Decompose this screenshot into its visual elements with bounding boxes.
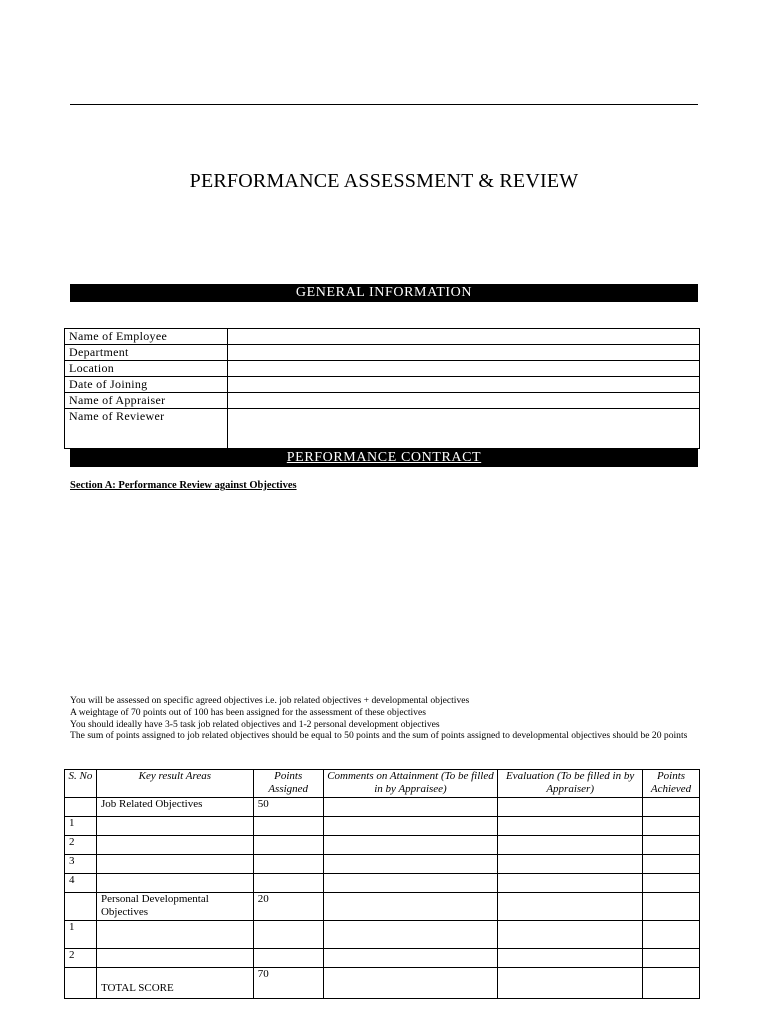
table-row-total: [65, 968, 700, 999]
evaluation-cell[interactable]: [498, 798, 643, 817]
comments-cell[interactable]: [323, 855, 498, 874]
points-assigned-cell[interactable]: [253, 921, 323, 949]
evaluation-cell[interactable]: [498, 968, 643, 999]
kra-cell[interactable]: [96, 855, 253, 874]
points-assigned-cell[interactable]: [253, 855, 323, 874]
header-key-result-areas: Key result Areas: [96, 770, 253, 798]
points-achieved-cell[interactable]: [643, 836, 700, 855]
header-evaluation: Evaluation (To be filled in by Appraiser): [498, 770, 643, 798]
location-field[interactable]: [228, 361, 700, 377]
sno-cell: 3: [65, 855, 97, 874]
info-row-joining: [65, 377, 700, 393]
evaluation-cell[interactable]: [498, 817, 643, 836]
table-row-job-related: [65, 798, 700, 817]
appraiser-name-field[interactable]: [228, 393, 700, 409]
personal-points: 20: [253, 893, 323, 921]
sno-cell: 1: [65, 921, 97, 949]
instruction-line: You should ideally have 3-5 task job related objectives and 1-2 personal development objectives: [70, 718, 440, 730]
comments-cell[interactable]: [323, 949, 498, 968]
comments-cell[interactable]: [323, 968, 498, 999]
department-field[interactable]: [228, 345, 700, 361]
points-assigned-cell[interactable]: [253, 874, 323, 893]
evaluation-cell[interactable]: [498, 855, 643, 874]
sno-cell: 4: [65, 874, 97, 893]
kra-cell[interactable]: [96, 836, 253, 855]
page-title: PERFORMANCE ASSESSMENT & REVIEW: [189, 170, 579, 192]
info-row-location: [65, 361, 700, 377]
evaluation-cell[interactable]: [498, 836, 643, 855]
section-a-heading: Section A: Performance Review against Objectives: [70, 480, 297, 491]
sno-cell: 2: [65, 836, 97, 855]
header-points-assigned: Points Assigned: [253, 770, 323, 798]
instruction-line: A weightage of 70 points out of 100 has been assigned for the assessment of these objectives: [70, 706, 426, 718]
points-achieved-cell[interactable]: [643, 798, 700, 817]
info-label: Name of Reviewer: [65, 409, 228, 449]
table-row-personal: [65, 893, 700, 921]
performance-contract-band: [70, 449, 698, 467]
info-row-employee: [65, 329, 700, 345]
comments-cell[interactable]: [323, 921, 498, 949]
total-points: 70: [253, 968, 323, 999]
info-label: Name of Appraiser: [65, 393, 228, 409]
comments-cell[interactable]: [323, 874, 498, 893]
kra-cell[interactable]: [96, 949, 253, 968]
table-header-row: [65, 770, 700, 798]
reviewer-name-field[interactable]: [228, 409, 700, 449]
personal-developmental-label: Personal Developmental Objectives: [96, 893, 253, 921]
instruction-line: The sum of points assigned to job related objectives should be equal to 50 points and the sum of points assigned to developmental objectives should be 20 points: [70, 730, 688, 742]
table-row: [65, 855, 700, 874]
comments-cell[interactable]: [323, 798, 498, 817]
sno-cell: [65, 968, 97, 999]
instructions-block: [70, 695, 710, 742]
sno-cell: 2: [65, 949, 97, 968]
header-points-achieved: Points Achieved: [643, 770, 700, 798]
points-achieved-cell[interactable]: [643, 893, 700, 921]
comments-cell[interactable]: [323, 893, 498, 921]
info-label: Name of Employee: [65, 329, 228, 345]
info-row-reviewer: [65, 409, 700, 449]
table-row: [65, 874, 700, 893]
evaluation-cell[interactable]: [498, 874, 643, 893]
employee-name-field[interactable]: [228, 329, 700, 345]
info-row-department: [65, 345, 700, 361]
evaluation-cell[interactable]: [498, 921, 643, 949]
info-row-appraiser: [65, 393, 700, 409]
comments-cell[interactable]: [323, 836, 498, 855]
evaluation-cell[interactable]: [498, 949, 643, 968]
header-comments: Comments on Attainment (To be filled in by Appraisee): [323, 770, 498, 798]
points-achieved-cell[interactable]: [643, 968, 700, 999]
sno-cell: [65, 798, 97, 817]
points-achieved-cell[interactable]: [643, 855, 700, 874]
points-achieved-cell[interactable]: [643, 921, 700, 949]
general-information-band: GENERAL INFORMATION: [70, 284, 698, 302]
kra-cell[interactable]: [96, 817, 253, 836]
points-achieved-cell[interactable]: [643, 817, 700, 836]
header-sno: S. No: [65, 770, 97, 798]
table-row: [65, 921, 700, 949]
info-label: Date of Joining: [65, 377, 228, 393]
job-related-points: 50: [253, 798, 323, 817]
comments-cell[interactable]: [323, 817, 498, 836]
info-label: Location: [65, 361, 228, 377]
points-assigned-cell[interactable]: [253, 836, 323, 855]
performance-contract-heading: PERFORMANCE CONTRACT: [286, 450, 482, 465]
date-of-joining-field[interactable]: [228, 377, 700, 393]
evaluation-cell[interactable]: [498, 893, 643, 921]
job-related-label: Job Related Objectives: [96, 798, 253, 817]
top-rule: [70, 104, 698, 105]
kra-cell[interactable]: [96, 874, 253, 893]
total-score-label: TOTAL SCORE: [96, 968, 253, 999]
points-assigned-cell[interactable]: [253, 949, 323, 968]
general-information-table: [64, 328, 700, 449]
instruction-line: You will be assessed on specific agreed objectives i.e. job related objectives + developmental objectives: [70, 695, 470, 706]
sno-cell: 1: [65, 817, 97, 836]
info-label: Department: [65, 345, 228, 361]
kra-cell[interactable]: [96, 921, 253, 949]
points-assigned-cell[interactable]: [253, 817, 323, 836]
table-row: [65, 836, 700, 855]
points-achieved-cell[interactable]: [643, 874, 700, 893]
points-achieved-cell[interactable]: [643, 949, 700, 968]
table-row: [65, 949, 700, 968]
objectives-table: [64, 769, 700, 999]
table-row: [65, 817, 700, 836]
sno-cell: [65, 893, 97, 921]
